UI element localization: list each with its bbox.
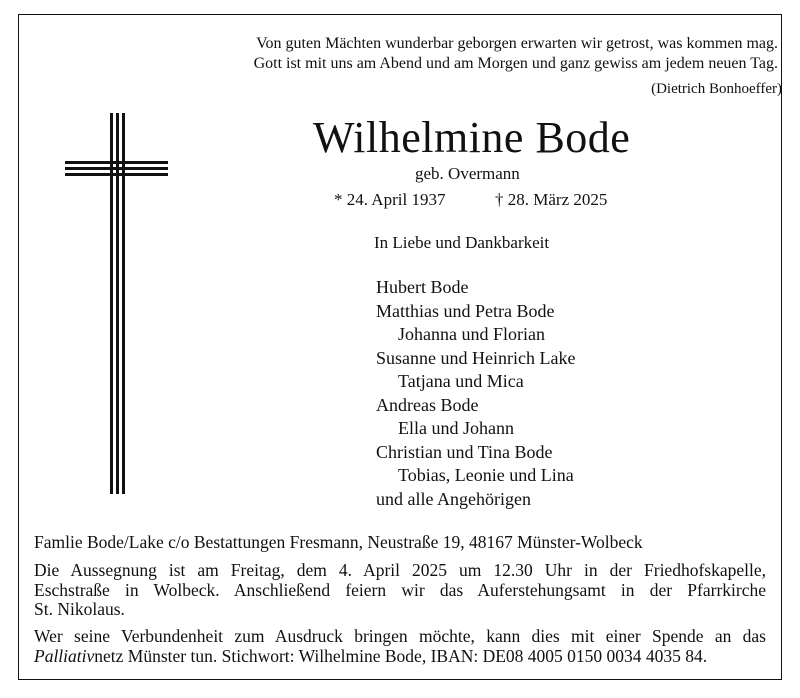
family-item: Christian und Tina Bode <box>376 441 553 462</box>
quote-line-1: Von guten Mächten wunderbar geborgen erwarten wir getrost, was kommen mag. <box>256 35 778 52</box>
quote-attribution: (Dietrich Bonhoeffer) <box>651 81 782 97</box>
family-item: und alle Angehörigen <box>376 488 531 509</box>
service-info <box>34 561 766 620</box>
family-item: Hubert Bode <box>376 277 469 297</box>
contact-line: Famlie Bode/Lake c/o Bestattungen Fresmann, Neustraße 19, 48167 Münster-Wolbeck <box>34 532 643 552</box>
deceased-name: Wilhelmine Bode <box>313 113 631 162</box>
quote-line-2: Gott ist mit uns am Abend und am Morgen und ganz gewiss am jedem neuen Tag. <box>253 55 778 72</box>
death-date: † 28. März 2025 <box>495 190 608 209</box>
donation-line-1: Wer seine Verbundenheit zum Ausdruck bringen möchte, kann dies mit einer Spende an das <box>34 626 766 646</box>
family-subitem: Tobias, Leonie und Lina <box>398 465 574 485</box>
donation-rest: netz Münster tun. Stichwort: Wilhelmine Bode, IBAN: DE08 4005 0150 0034 4035 84. <box>94 645 708 666</box>
donation-line-2 <box>34 647 766 667</box>
service-line: Eschstraße in Wolbeck. Anschließend feiern wir das Auferstehungsamt in der Pfarrkirche <box>34 579 766 600</box>
family-item: Andreas Bode <box>376 394 479 415</box>
family-item: Susanne und Heinrich Lake <box>376 347 576 368</box>
service-line: St. Nikolaus. <box>34 599 125 619</box>
dedication: In Liebe und Dankbarkeit <box>374 233 550 252</box>
family-list <box>376 276 575 511</box>
family-subitem: Johanna und Florian <box>398 324 545 344</box>
donation-italic: Palliativ <box>34 645 95 666</box>
birth-date: * 24. April 1937 <box>334 190 446 209</box>
donation-info <box>34 627 766 666</box>
family-subitem: Tatjana und Mica <box>398 371 524 391</box>
family-subitem: Ella und Johann <box>398 418 514 438</box>
family-item: Matthias und Petra Bode <box>376 300 555 321</box>
maiden-name: geb. Overmann <box>415 164 520 183</box>
service-line: Die Aussegnung ist am Freitag, dem 4. April 2025 um 12.30 Uhr in der Friedhofskapelle, <box>34 560 766 580</box>
